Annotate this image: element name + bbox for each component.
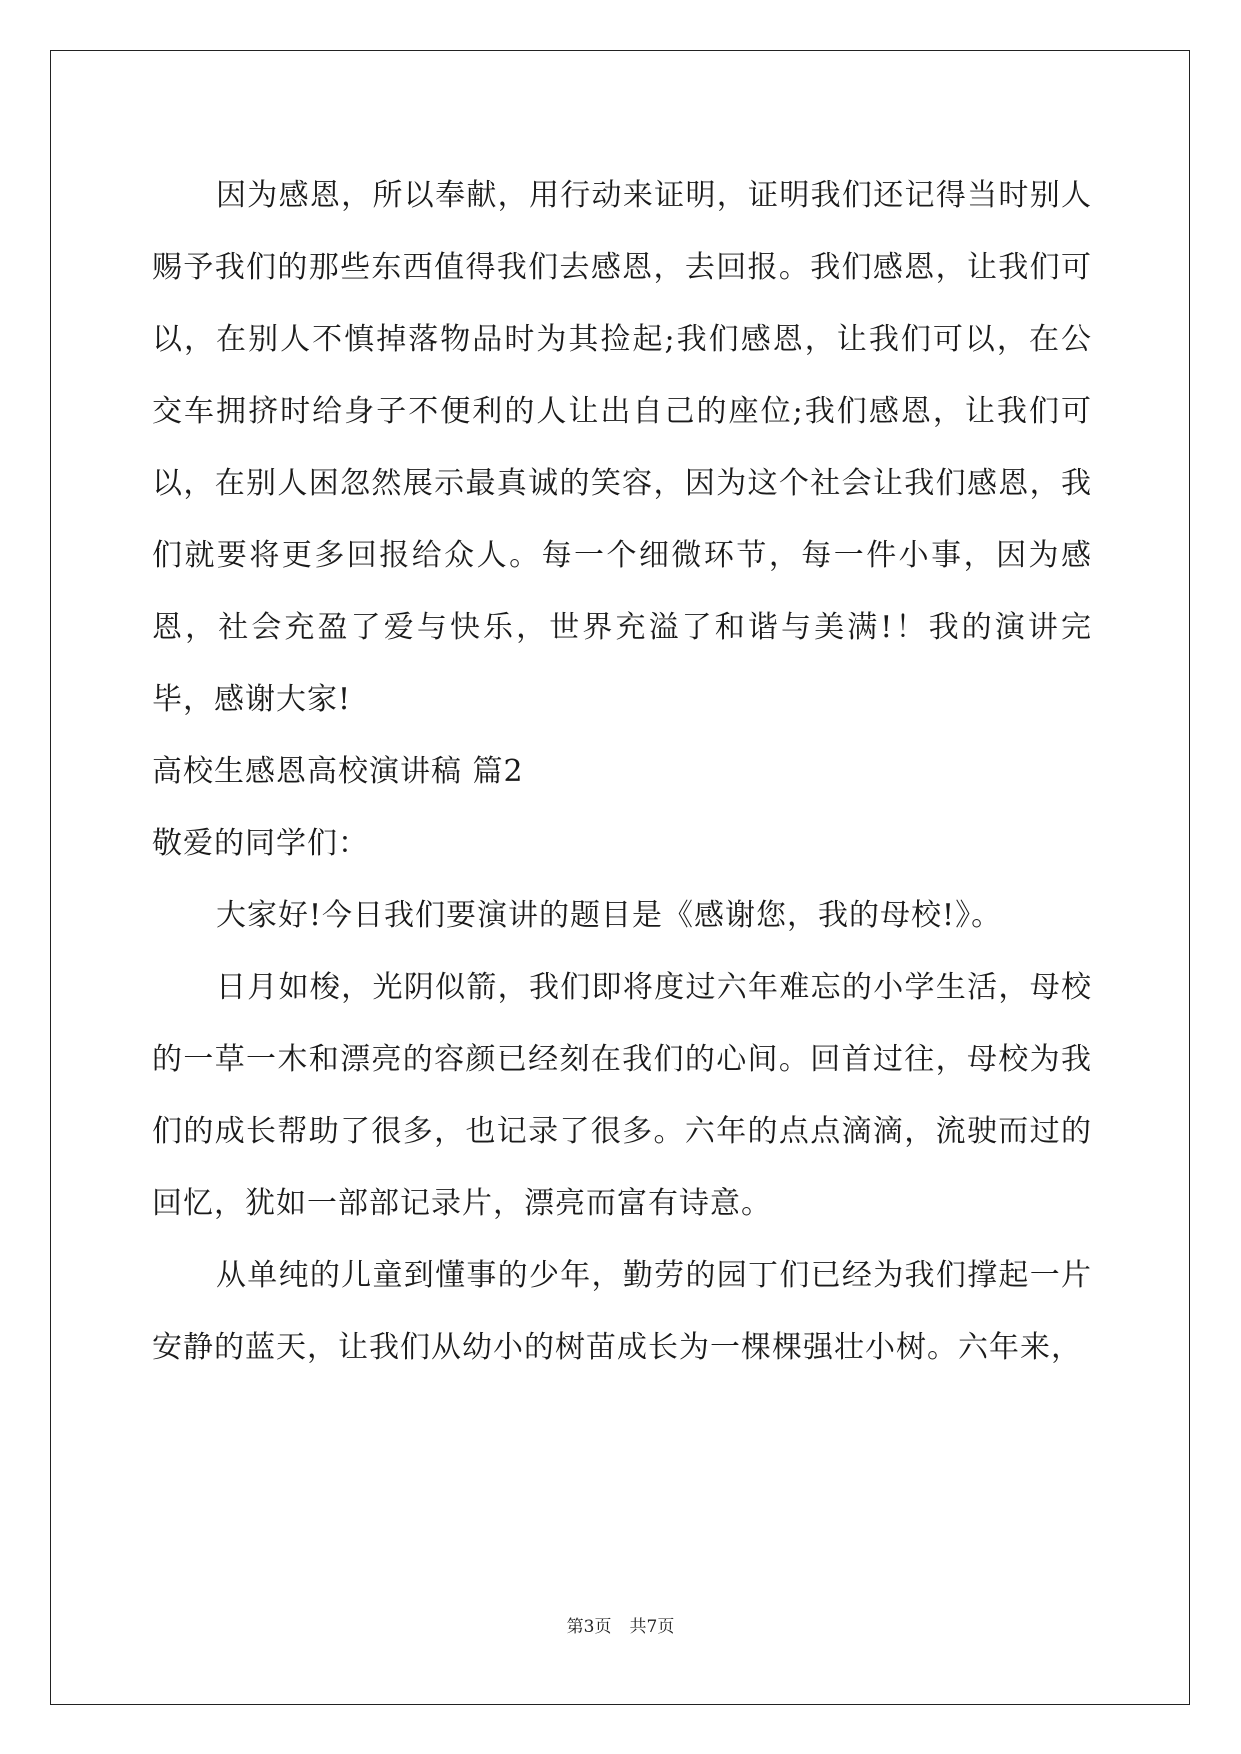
section-heading: 高校生感恩高校演讲稿 篇2	[152, 754, 524, 789]
paragraph: 大家好!今日我们要演讲的题目是《感谢您，我的母校!》。	[216, 898, 1003, 933]
document-body	[152, 160, 1092, 1384]
page-total: 共7页	[629, 1617, 675, 1637]
paragraph: 日月如梭，光阴似箭，我们即将度过六年难忘的小学生活，母校的一草一木和漂亮的容颜已经刻在我们的心间。回首过往，母校为我们的成长帮助了很多，也记录了很多。六年的点点滴滴，流驶而过的回忆，犹如一部部记录片，漂亮而富有诗意。	[152, 970, 1092, 1221]
paragraph: 因为感恩，所以奉献，用行动来证明，证明我们还记得当时别人赐予我们的那些东西值得我们去感恩，去回报。我们感恩，让我们可以，在别人不慎掉落物品时为其捡起;我们感恩，让我们可以，在公交车拥挤时给身子不便利的人让出自己的座位;我们感恩，让我们可以，在别人困忽然展示最真诚的笑容，因为这个社会让我们感恩，我们就要将更多回报给众人。每一个细微环节，每一件小事，因为感恩，社会充盈了爱与快乐，世界充溢了和谐与美满!！我的演讲完毕，感谢大家!	[152, 178, 1092, 717]
paragraph: 从单纯的儿童到懂事的少年，勤劳的园丁们已经为我们撑起一片安静的蓝天，让我们从幼小的树苗成长为一棵棵强壮小树。六年来，	[152, 1258, 1092, 1365]
salutation: 敬爱的同学们：	[152, 826, 369, 861]
page-footer	[0, 1612, 1241, 1637]
page-number: 第3页	[566, 1617, 612, 1637]
